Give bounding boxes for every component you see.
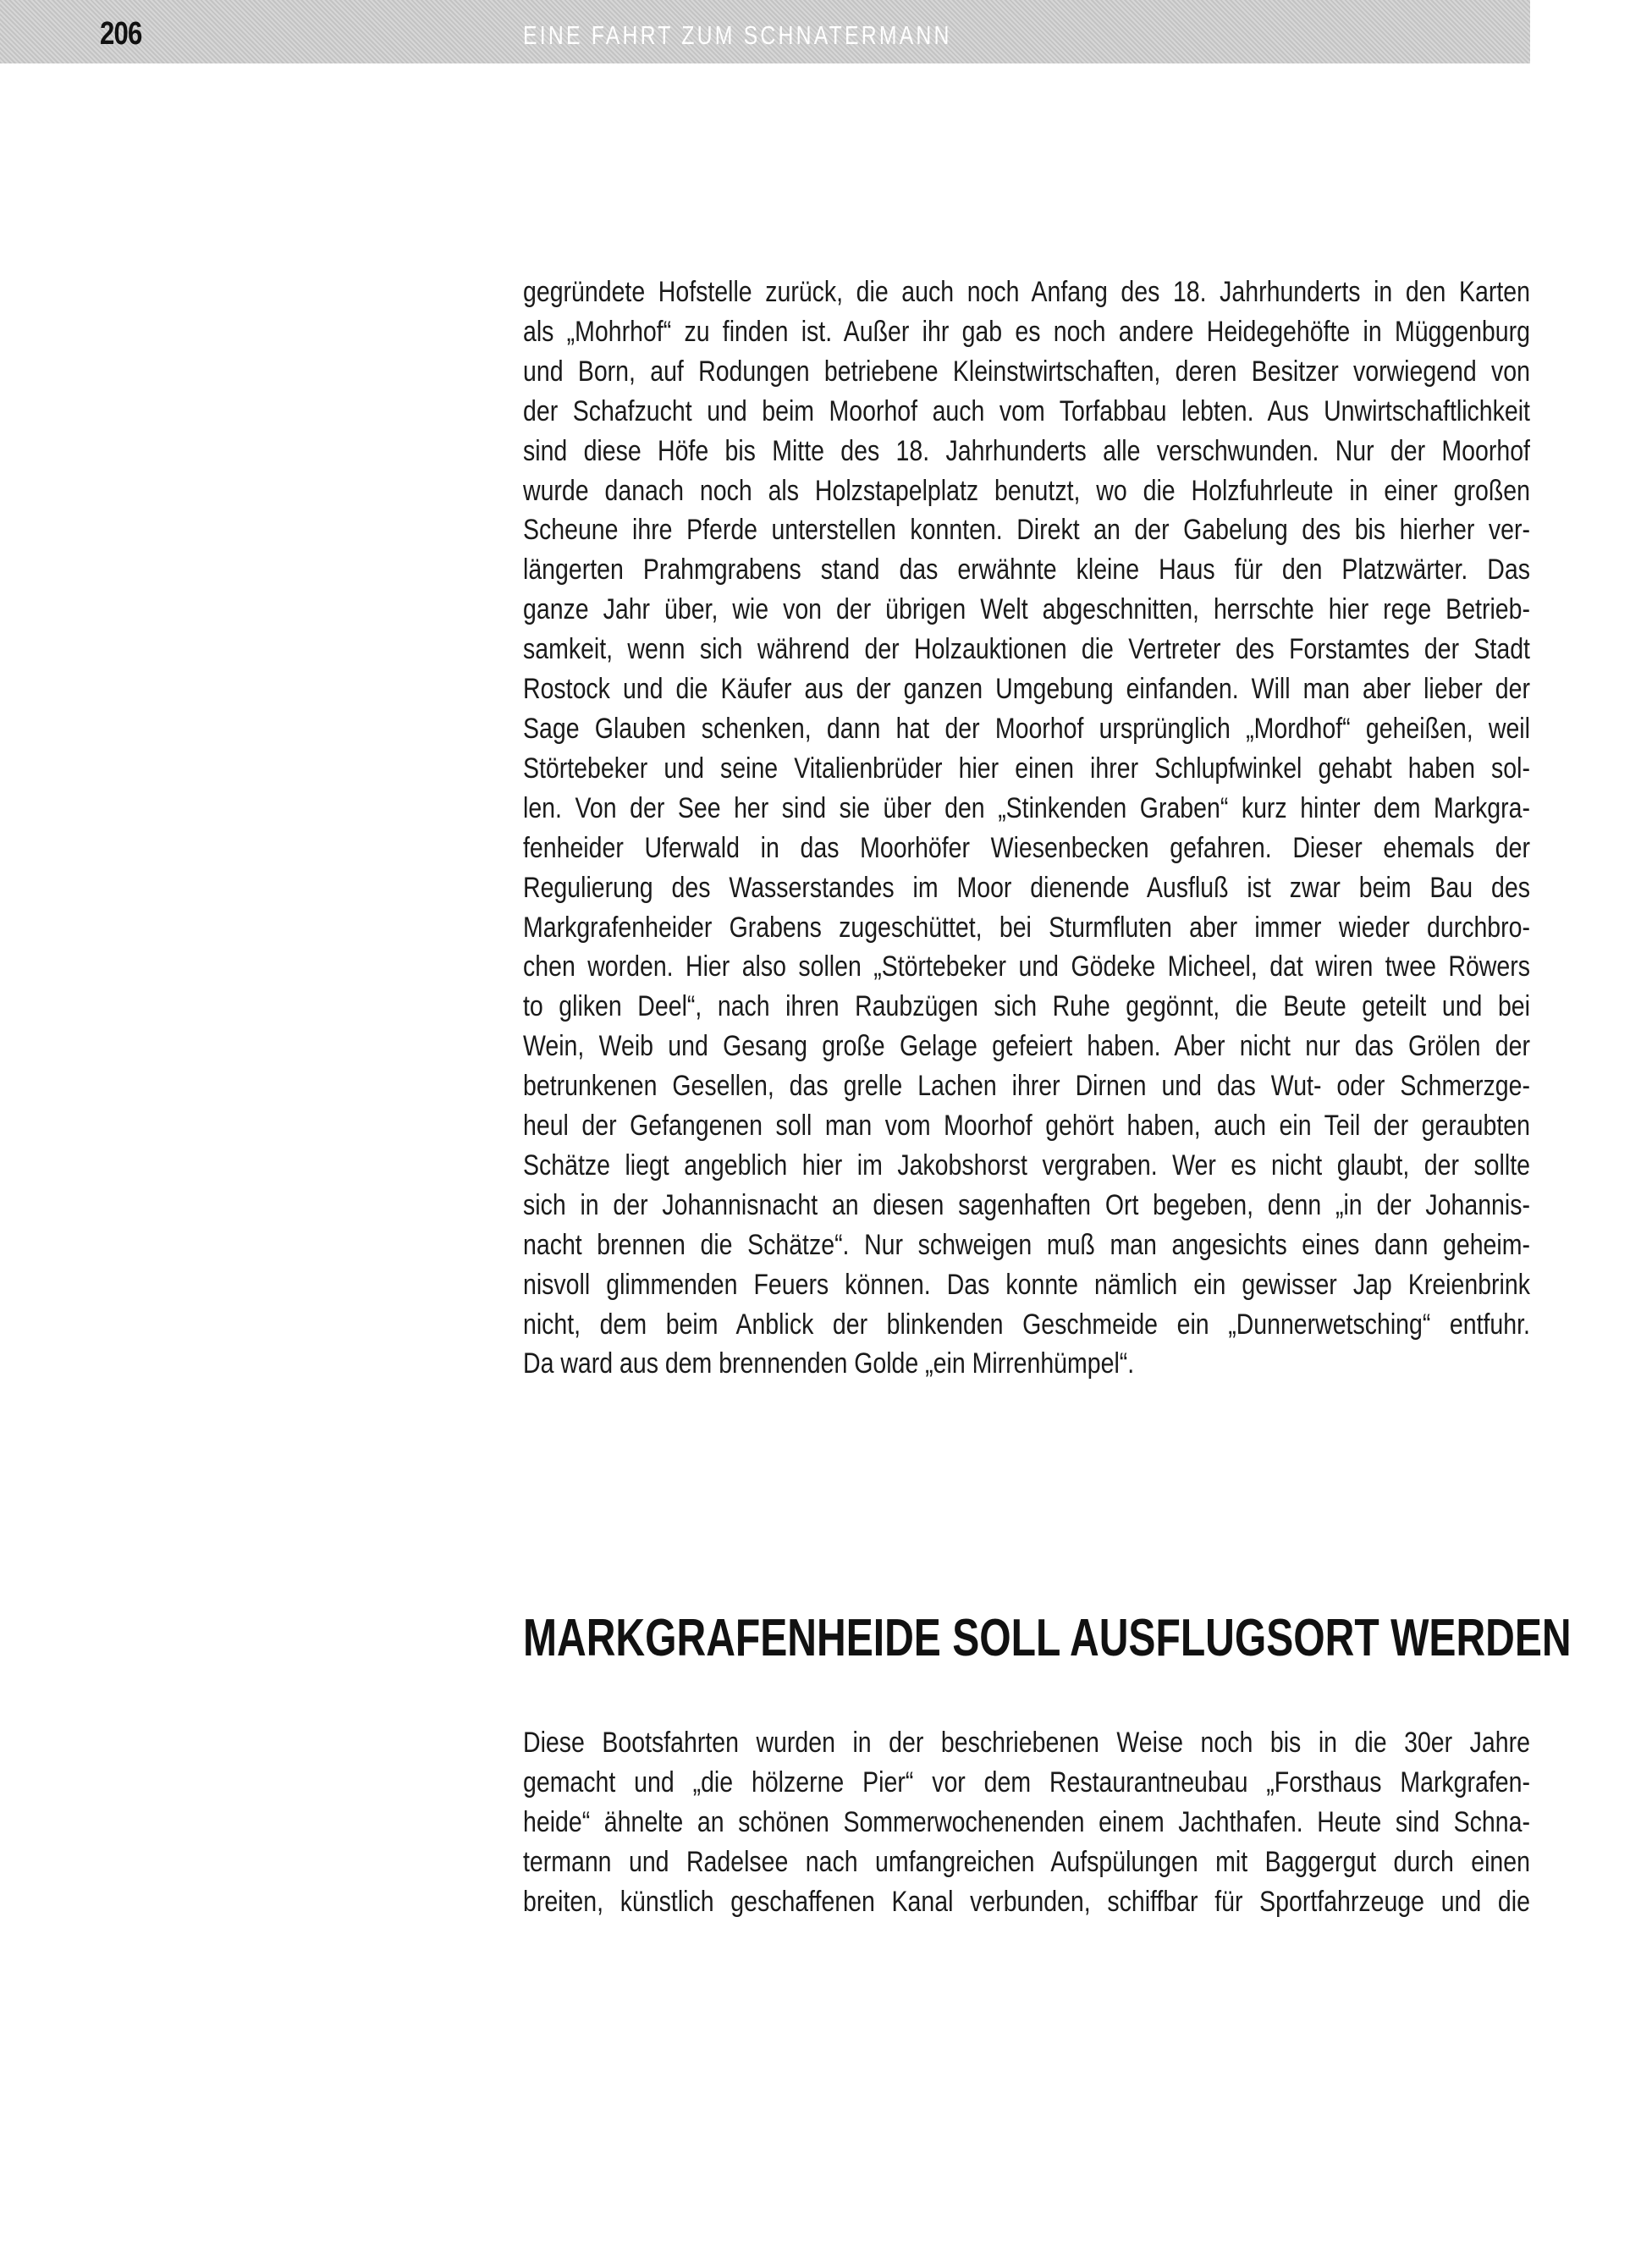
text-line: und Born, auf Rodungen betriebene Kleinstwirtschaften, deren Besitzer vorwiegend von [523,355,1530,388]
text-line: heide“ ähnelte an schönen Sommerwochenenden einem Jachthafen. Heute sind Schna- [523,1805,1530,1838]
text-line: als „Mohrhof“ zu finden ist. Außer ihr gab es noch andere Heidegehöfte in Müggenburg [523,315,1530,348]
text-line: Sage Glauben schenken, dann hat der Moorhof ursprünglich „Mordhof“ geheißen, weil [523,712,1530,745]
text-line: Diese Bootsfahrten wurden in der beschriebenen Weise noch bis in die 30er Jahre [523,1727,1530,1759]
text-line: chen worden. Hier also sollen „Störtebeker und Gödeke Micheel, dat wiren twee Röwers [523,950,1530,983]
text-line: nicht, dem beim Anblick der blinkenden Geschmeide ein „Dunnerwetsching“ entfuhr. [523,1308,1530,1341]
text-line: wurde danach noch als Holzstapelplatz benutzt, wo die Holzfuhrleute in einer großen [523,474,1530,507]
text-line: nacht brennen die Schätze“. Nur schweigen muß man angesichts eines dann geheim- [523,1228,1530,1261]
text-line: Da ward aus dem brennenden Golde „ein Mirrenhümpel“. [523,1347,1135,1380]
text-line: breiten, künstlich geschaffenen Kanal verbunden, schiffbar für Sportfahrzeuge und die [523,1885,1530,1918]
text-line: gemacht und „die hölzerne Pier“ vor dem Restaurantneubau „Forsthaus Markgrafen- [523,1765,1530,1799]
section-heading: MARKGRAFENHEIDE SOLL AUSFLUGSORT WERDEN [523,1609,1572,1667]
text-line: fenheider Uferwald in das Moorhöfer Wiesenbecken gefahren. Dieser ehemals der [523,831,1530,864]
page-number: 206 [100,16,142,52]
text-line: Regulierung des Wasserstandes im Moor dienende Ausfluß ist zwar beim Bau des [523,871,1530,904]
text-line: Rostock und die Käufer aus der ganzen Umgebung einfanden. Will man aber lieber der [523,673,1530,706]
text-line: Scheune ihre Pferde unterstellen konnten. Direkt an der Gabelung des bis hierher ver- [523,514,1530,547]
text-line: to gliken Deel“, nach ihren Raubzügen sich Ruhe gegönnt, die Beute geteilt und bei [523,990,1530,1023]
text-line: heul der Gefangenen soll man vom Moorhof gehört haben, auch ein Teil der geraubten [523,1110,1530,1143]
text-line: längerten Prahmgrabens stand das erwähnte kleine Haus für den Platzwärter. Das [523,554,1530,587]
running-head-title: EINE FAHRT ZUM SCHNATERMANN [523,20,952,50]
text-line: len. Von der See her sind sie über den „Stinkenden Graben“ kurz hinter dem Markgra- [523,791,1530,824]
text-line: ganze Jahr über, wie von der übrigen Welt abgeschnitten, herrschte hier rege Betrieb- [523,593,1530,626]
text-line: nisvoll glimmenden Feuers können. Das konnte nämlich ein gewisser Jap Kreienbrink [523,1268,1530,1301]
text-line: Markgrafenheider Grabens zugeschüttet, bei Sturmfluten aber immer wieder durchbro- [523,911,1530,944]
text-line: Störtebeker und seine Vitalienbrüder hier einen ihrer Schlupfwinkel gehabt haben sol- [523,752,1530,785]
text-line: Schätze liegt angeblich hier im Jakobshorst vergraben. Wer es nicht glaubt, der sollte [523,1149,1530,1182]
text-line: Wein, Weib und Gesang große Gelage gefeiert haben. Aber nicht nur das Grölen der [523,1030,1530,1063]
text-line: der Schafzucht und beim Moorhof auch vom Torfabbau lebten. Aus Unwirtschaftlichkeit [523,394,1530,427]
text-line: gegründete Hofstelle zurück, die auch noch Anfang des 18. Jahrhunderts in den Karten [523,276,1530,308]
text-line: samkeit, wenn sich während der Holzauktionen die Vertreter des Forstamtes der Stadt [523,633,1530,666]
body-paragraph-1 [523,273,1530,1384]
body-paragraph-2 [523,1723,1530,1922]
text-line: sich in der Johannisnacht an diesen sagenhaften Ort begeben, denn „in der Johannis- [523,1188,1530,1221]
text-line: betrunkenen Gesellen, das grelle Lachen ihrer Dirnen und das Wut- oder Schmerzge- [523,1070,1530,1103]
text-line: termann und Radelsee nach umfangreichen Aufspülungen mit Baggergut durch einen [523,1845,1530,1878]
text-line: sind diese Höfe bis Mitte des 18. Jahrhunderts alle verschwunden. Nur der Moorhof [523,434,1530,467]
